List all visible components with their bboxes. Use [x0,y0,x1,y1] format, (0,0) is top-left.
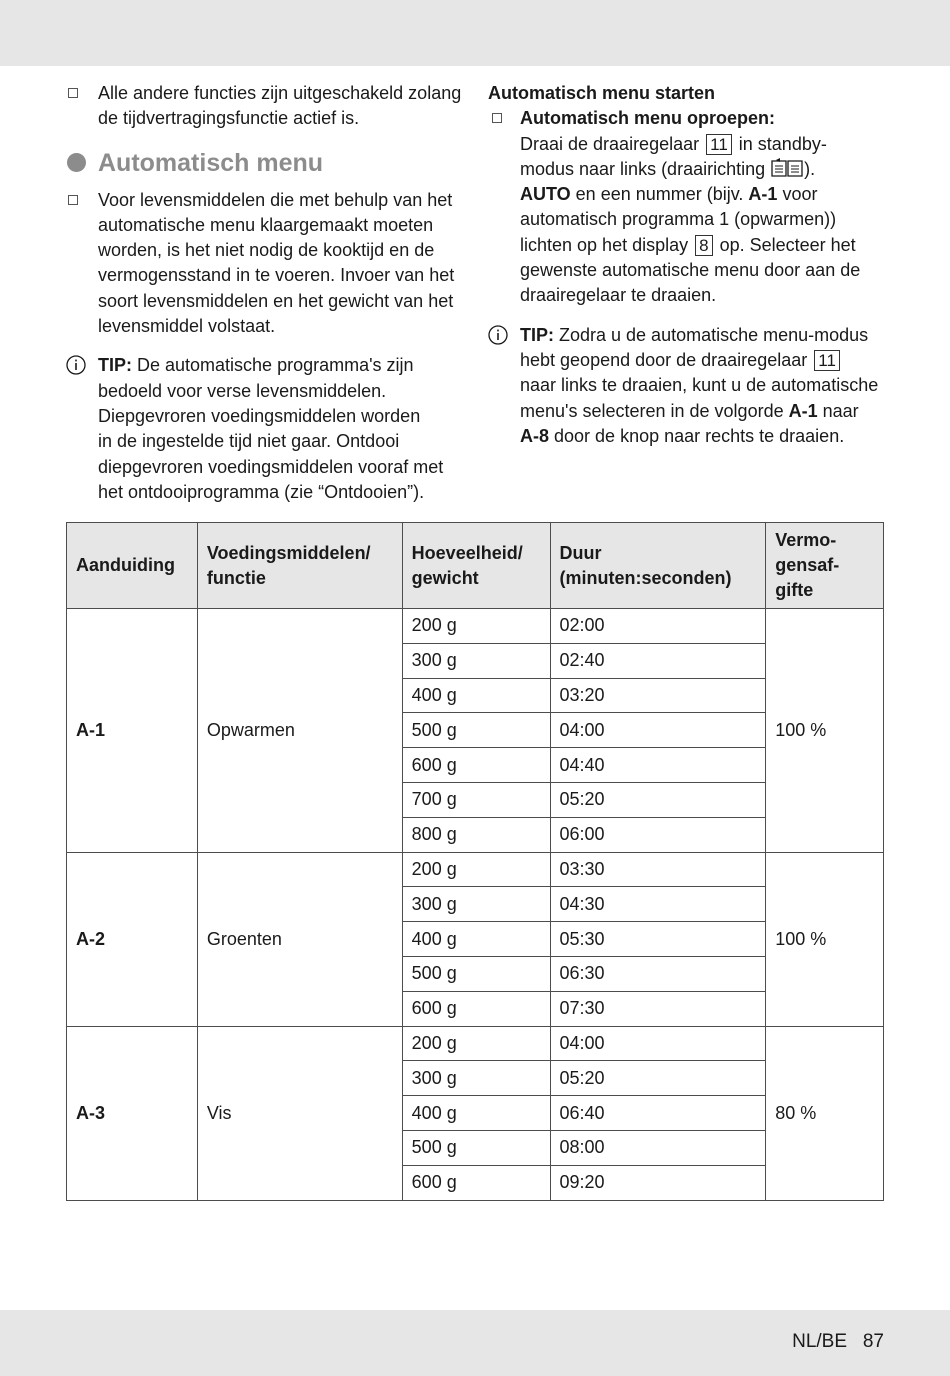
text-span: Hoeveelheid/ [411,542,523,563]
text-line: vermogensstand in te voeren. Invoer van het [98,265,455,286]
power-cell: 100 % [766,609,884,853]
right-column [488,81,888,449]
text-span: modus naar links (draairichting [520,158,766,179]
text-line: automatisch programma 1 (opwarmen)) [520,209,837,230]
duration-cell: 09:20 [550,1165,766,1200]
food-function-cell: Groenten [197,852,402,1026]
text-span: in standby- [733,133,827,154]
text-span: functie [206,567,266,588]
checkbox-bullet-icon [492,113,502,123]
text-span: AUTO [520,184,571,205]
text-line: het ontdooiprogramma (zie “Ontdooien”). [98,481,425,502]
tip-line [98,353,466,378]
text-span: Voedingsmiddelen/ [206,542,371,563]
duration-cell: 06:30 [550,956,766,991]
header-band [0,0,950,66]
ref-11: 11 [706,134,732,155]
page-footer [792,1331,884,1353]
text-line [520,399,888,424]
power-cell: 100 % [766,852,884,1026]
text-line: soort levensmiddelen en het gewicht van het [98,290,454,311]
text-line: Alle andere functies zijn uitgeschakeld zolang [98,83,462,103]
bullet-dot-icon [67,153,86,172]
text-span: menu's selecteren in de volgorde [520,400,789,421]
duration-cell: 06:00 [550,817,766,852]
text-span: op. Selecteer het [714,234,856,255]
text-span: ). [804,158,816,179]
text-line: levensmiddel volstaat. [98,316,276,337]
text-span: naar [817,400,859,421]
duration-cell: 03:30 [550,852,766,887]
weight-cell: 200 g [402,609,550,644]
table-row [67,1026,884,1061]
text-span: Draai de draairegelaar [520,133,700,154]
text-line: bedoeld voor verse levensmiddelen. [98,380,387,401]
bullet-automatic-menu-info [66,188,466,340]
weight-cell: 600 g [402,748,550,783]
text-span: voor [777,184,818,205]
weight-cell: 200 g [402,1026,550,1061]
text-line [520,348,888,373]
section-title: Automatisch menu [98,148,324,177]
footer-lang: NL/BE [792,1331,848,1352]
text-span: door de knop naar rechts te draaien. [549,425,845,446]
col-header-duur [550,523,766,609]
text-line [520,157,888,182]
text-line: diepgevroren voedingsmiddelen vooraf met [98,456,444,477]
text-span: hebt geopend door de draairegelaar [520,349,808,370]
col-header-aanduiding: Aanduiding [67,523,198,609]
program-code-cell: A-1 [67,609,198,853]
duration-cell: 07:30 [550,991,766,1026]
program-code-cell: A-2 [67,852,198,1026]
tip-label: TIP: [520,324,554,345]
ref-11: 11 [814,350,840,371]
text-span: gensaf- [775,555,840,575]
text-line [520,424,888,449]
weight-cell: 300 g [402,1061,550,1096]
text-span: en een nummer (bijv. [570,184,749,205]
left-column [66,81,466,505]
subsection-title: Automatisch menu starten [488,83,716,103]
duration-cell: 04:00 [550,713,766,748]
text-span: A-8 [520,425,550,446]
weight-cell: 400 g [402,922,550,957]
weight-cell: 500 g [402,956,550,991]
col-header-voeding [197,523,402,609]
text-line: de tijdvertragingsfunctie actief is. [98,108,360,129]
duration-cell: 03:20 [550,678,766,713]
text-line: Voor levensmiddelen die met behulp van het [98,189,453,210]
tip-select-menu [488,323,888,449]
text-span: gifte [775,580,814,600]
text-line: worden, is het niet nodig de kooktijd en de [98,240,435,261]
text-line [520,233,888,258]
duration-cell: 08:00 [550,1130,766,1165]
weight-cell: 600 g [402,1165,550,1200]
text-span: (minuten:seconden) [559,567,732,588]
duration-cell: 02:40 [550,643,766,678]
text-span: Duur [559,542,602,563]
table-header-row [67,523,884,609]
table-row [67,852,884,887]
duration-cell: 05:20 [550,782,766,817]
program-code-cell: A-3 [67,1026,198,1200]
section-heading [66,146,466,180]
weight-cell: 400 g [402,1096,550,1131]
step-title: Automatisch menu oproepen: [520,108,776,129]
text-line: Diepgevroren voedingsmiddelen worden [98,405,421,426]
text-span: Zodra u de automatische menu-modus [554,324,869,345]
duration-cell: 04:00 [550,1026,766,1061]
bullet-call-menu [488,106,888,308]
tip-fresh-food [66,353,466,505]
table-row [67,609,884,644]
text-line: in de ingestelde tijd niet gaar. Ontdooi [98,431,400,452]
tip-label: TIP: [98,355,132,376]
weight-cell: 500 g [402,713,550,748]
text-span: A-1 [788,400,818,421]
tip-line [520,323,888,348]
text-span: De automatische programma's zijn [132,355,414,376]
col-header-vermogen [766,523,884,609]
weight-cell: 300 g [402,643,550,678]
bullet-delay-function [66,81,466,132]
weight-cell: 800 g [402,817,550,852]
weight-cell: 200 g [402,852,550,887]
text-span: Vermo- [775,530,837,550]
text-line [520,182,888,207]
text-span: A-1 [748,184,778,205]
food-function-cell: Opwarmen [197,609,402,853]
text-line: naar links te draaien, kunt u de automatische [520,375,879,396]
weight-cell: 600 g [402,991,550,1026]
text-span: gewicht [411,567,479,588]
duration-cell: 02:00 [550,609,766,644]
automatic-menu-table [66,522,884,1201]
rotation-direction-icon [770,158,804,178]
duration-cell: 04:40 [550,748,766,783]
duration-cell: 04:30 [550,887,766,922]
checkbox-bullet-icon [68,195,78,205]
duration-cell: 06:40 [550,1096,766,1131]
text-line: draairegelaar te draaien. [520,285,717,306]
text-line [520,132,888,157]
weight-cell: 500 g [402,1130,550,1165]
ref-8: 8 [695,235,712,256]
info-icon [66,355,86,375]
weight-cell: 300 g [402,887,550,922]
checkbox-bullet-icon [68,88,78,98]
duration-cell: 05:30 [550,922,766,957]
text-line: automatische menu klaargemaakt moeten [98,214,434,235]
table-body [67,609,884,1201]
food-function-cell: Vis [197,1026,402,1200]
duration-cell: 05:20 [550,1061,766,1096]
info-icon [488,325,508,345]
col-header-hoeveelheid [402,523,550,609]
text-line: gewenste automatische menu door aan de [520,260,861,281]
power-cell: 80 % [766,1026,884,1200]
weight-cell: 700 g [402,782,550,817]
text-span: lichten op het display [520,234,689,255]
page-number: 87 [862,1331,884,1352]
weight-cell: 400 g [402,678,550,713]
